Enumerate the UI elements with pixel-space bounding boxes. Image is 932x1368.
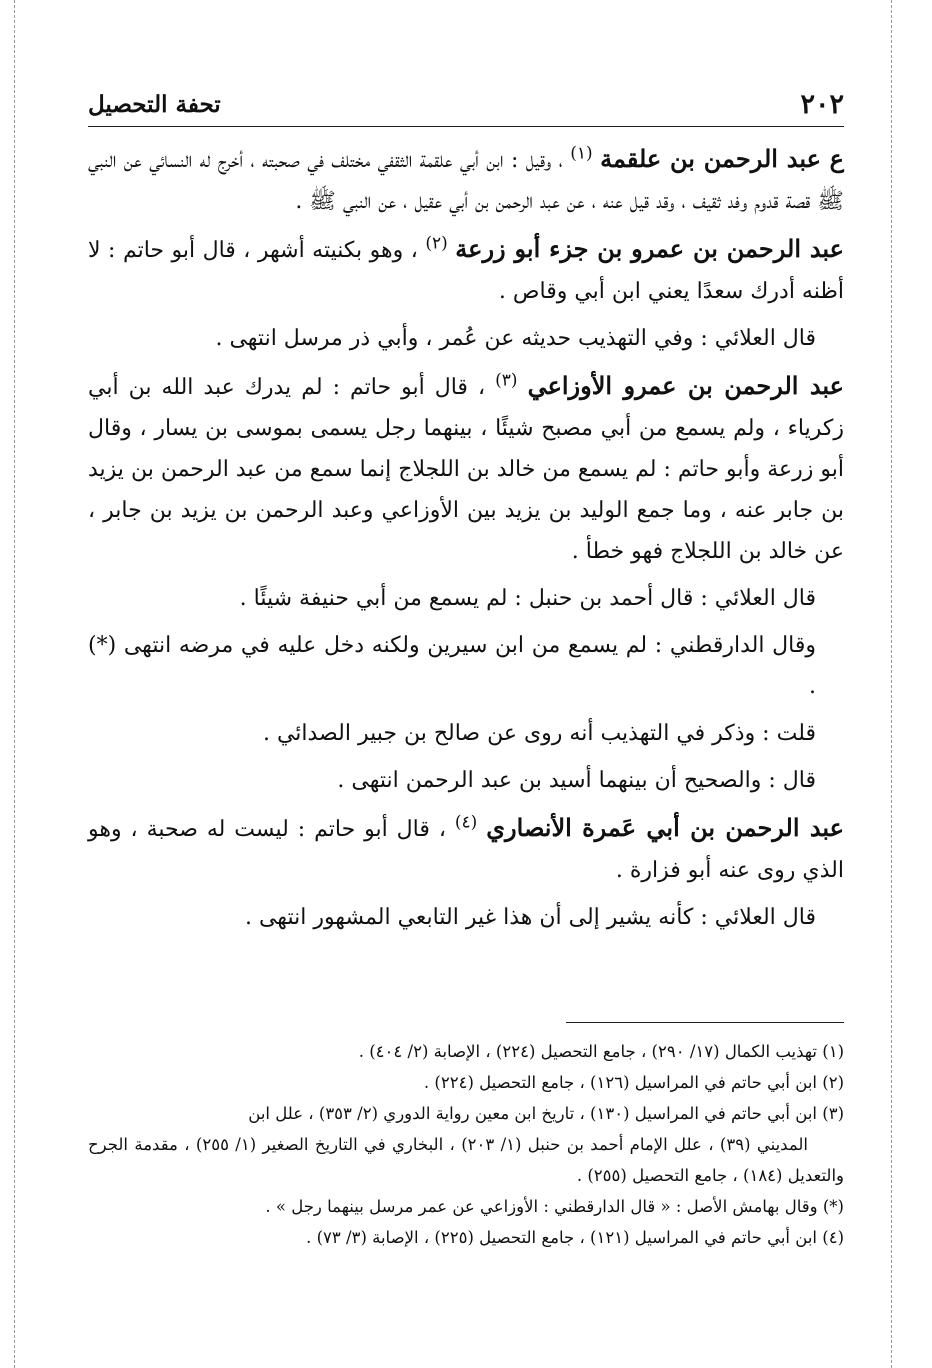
footnote (88, 1098, 844, 1191)
comment-paragraph (88, 578, 844, 619)
page-number: ٢٠٢ (800, 89, 844, 120)
entry-paragraph (88, 807, 844, 891)
footnote (88, 1222, 844, 1253)
page-header (88, 78, 844, 127)
footnote-continuation: المديني (٣٩) ، علل الإمام أحمد بن حنبل (١/ ٢٠٣) ، البخاري في التاريخ الصغير (١/ ٢٥٥) ، مقدمة الجرح والتعديل (١٨٤) ، جامع التحصيل (٢٥٥) . (88, 1135, 844, 1185)
entry-text: ، قال أبو حاتم : ليست له صحبة ، وهو الذي روى عنه أبو فزارة . (88, 817, 844, 883)
running-title: تحفة التحصيل (88, 91, 221, 118)
entry-text: ، قال أبو حاتم : لم يدرك عبد الله بن أبي زكرياء ، ولم يسمع من أبي مصبح شيئًا ، بينهما رجل يسمى بموسى بن يسار ، وقال أبو زرعة وأبو حاتم : لم يسمع من خالد بن اللجلاج إنما سمع من عبد الرحمن بن يزيد بن جابر عنه ، وما جمع الوليد بن يزيد بين الأوزاعي وعبد الرحمن بن يزيد بن جابر ، عن خالد بن اللجلاج فهو خطأ . (88, 375, 844, 564)
entry-text: قال العلائي : وفي التهذيب حديثه عن عُمر ، وأبي ذر مرسل انتهى . (215, 326, 816, 351)
entry-heading: عبد الرحمن بن أبي عَمرة الأنصاري (486, 813, 844, 842)
entry-text: قال العلائي : قال أحمد بن حنبل : لم يسمع من أبي حنيفة شيئًا . (239, 586, 816, 611)
footnote-text: (٢) ابن أبي حاتم في المراسيل (١٢٦) ، جامع التحصيل (٢٢٤) . (423, 1073, 844, 1092)
footnote-rule (566, 1022, 844, 1023)
entry-text: ، وهو بكنيته أشهر ، قال أبو حاتم : لا أظنه أدرك سعدًا يعني ابن أبي وقاص . (88, 238, 844, 304)
comment-paragraph (88, 897, 844, 938)
comment-paragraph (88, 625, 844, 707)
entry-heading: عبد الرحمن بن عمرو بن جزء أبو زرعة (455, 234, 844, 263)
footnote (88, 1067, 844, 1098)
entry-heading: عبد الرحمن بن عمرو الأوزاعي (527, 371, 844, 400)
footnote (88, 1036, 844, 1067)
footnote-text: (١) تهذيب الكمال (١٧/ ٢٩٠) ، جامع التحصيل (٢٢٤) ، الإصابة (٢/ ٤٠٤) . (358, 1042, 844, 1061)
main-text (88, 138, 844, 944)
footnote-ref: (٣) (495, 370, 518, 391)
entry-text: وقال الدارقطني : لم يسمع من ابن سيرين ولكنه دخل عليه في مرضه انتهى (*) . (88, 633, 816, 699)
footnotes (88, 1036, 844, 1253)
entry-paragraph (88, 138, 844, 222)
entry-heading: ع عبد الرحمن بن علقمة (600, 144, 844, 173)
footnote-ref: (١) (570, 143, 593, 164)
left-margin-guide (14, 0, 15, 1368)
comment-paragraph (88, 713, 844, 754)
entry-text: ، وقيل : ابن أبي علقمة الثقفي مختلف في صحبته ، أخرج له النسائي عن النبي ﷺ قصة قدوم وفد ثقيف ، وقد قيل عنه ، عن عبد الرحمن بن أبي عقيل ، عن النبي ﷺ . (88, 148, 844, 214)
footnote-text: (*) وقال بهامش الأصل : « قال الدارقطني : الأوزاعي عن عمر مرسل بينهما رجل » . (265, 1197, 844, 1216)
footnote-text: (٣) ابن أبي حاتم في المراسيل (١٣٠) ، تاريخ ابن معين رواية الدوري (٢/ ٣٥٣) ، علل ابن (248, 1104, 844, 1123)
entry-text: قال : والصحيح أن بينهما أسيد بن عبد الرحمن انتهى . (337, 768, 816, 793)
footnote (88, 1191, 844, 1222)
entry-text: قلت : وذكر في التهذيب أنه روى عن صالح بن جبير الصدائي . (262, 721, 816, 746)
right-margin-guide (891, 0, 892, 1368)
comment-paragraph (88, 760, 844, 801)
comment-paragraph (88, 318, 844, 359)
entry-paragraph (88, 365, 844, 572)
footnote-ref: (٤) (454, 812, 478, 833)
footnote-text: (٤) ابن أبي حاتم في المراسيل (١٢١) ، جامع التحصيل (٢٢٥) ، الإصابة (٣/ ٧٣) . (306, 1228, 844, 1247)
entry-text: قال العلائي : كأنه يشير إلى أن هذا غير التابعي المشهور انتهى . (244, 905, 816, 930)
entry-paragraph (88, 228, 844, 312)
footnote-ref: (٢) (425, 233, 448, 254)
